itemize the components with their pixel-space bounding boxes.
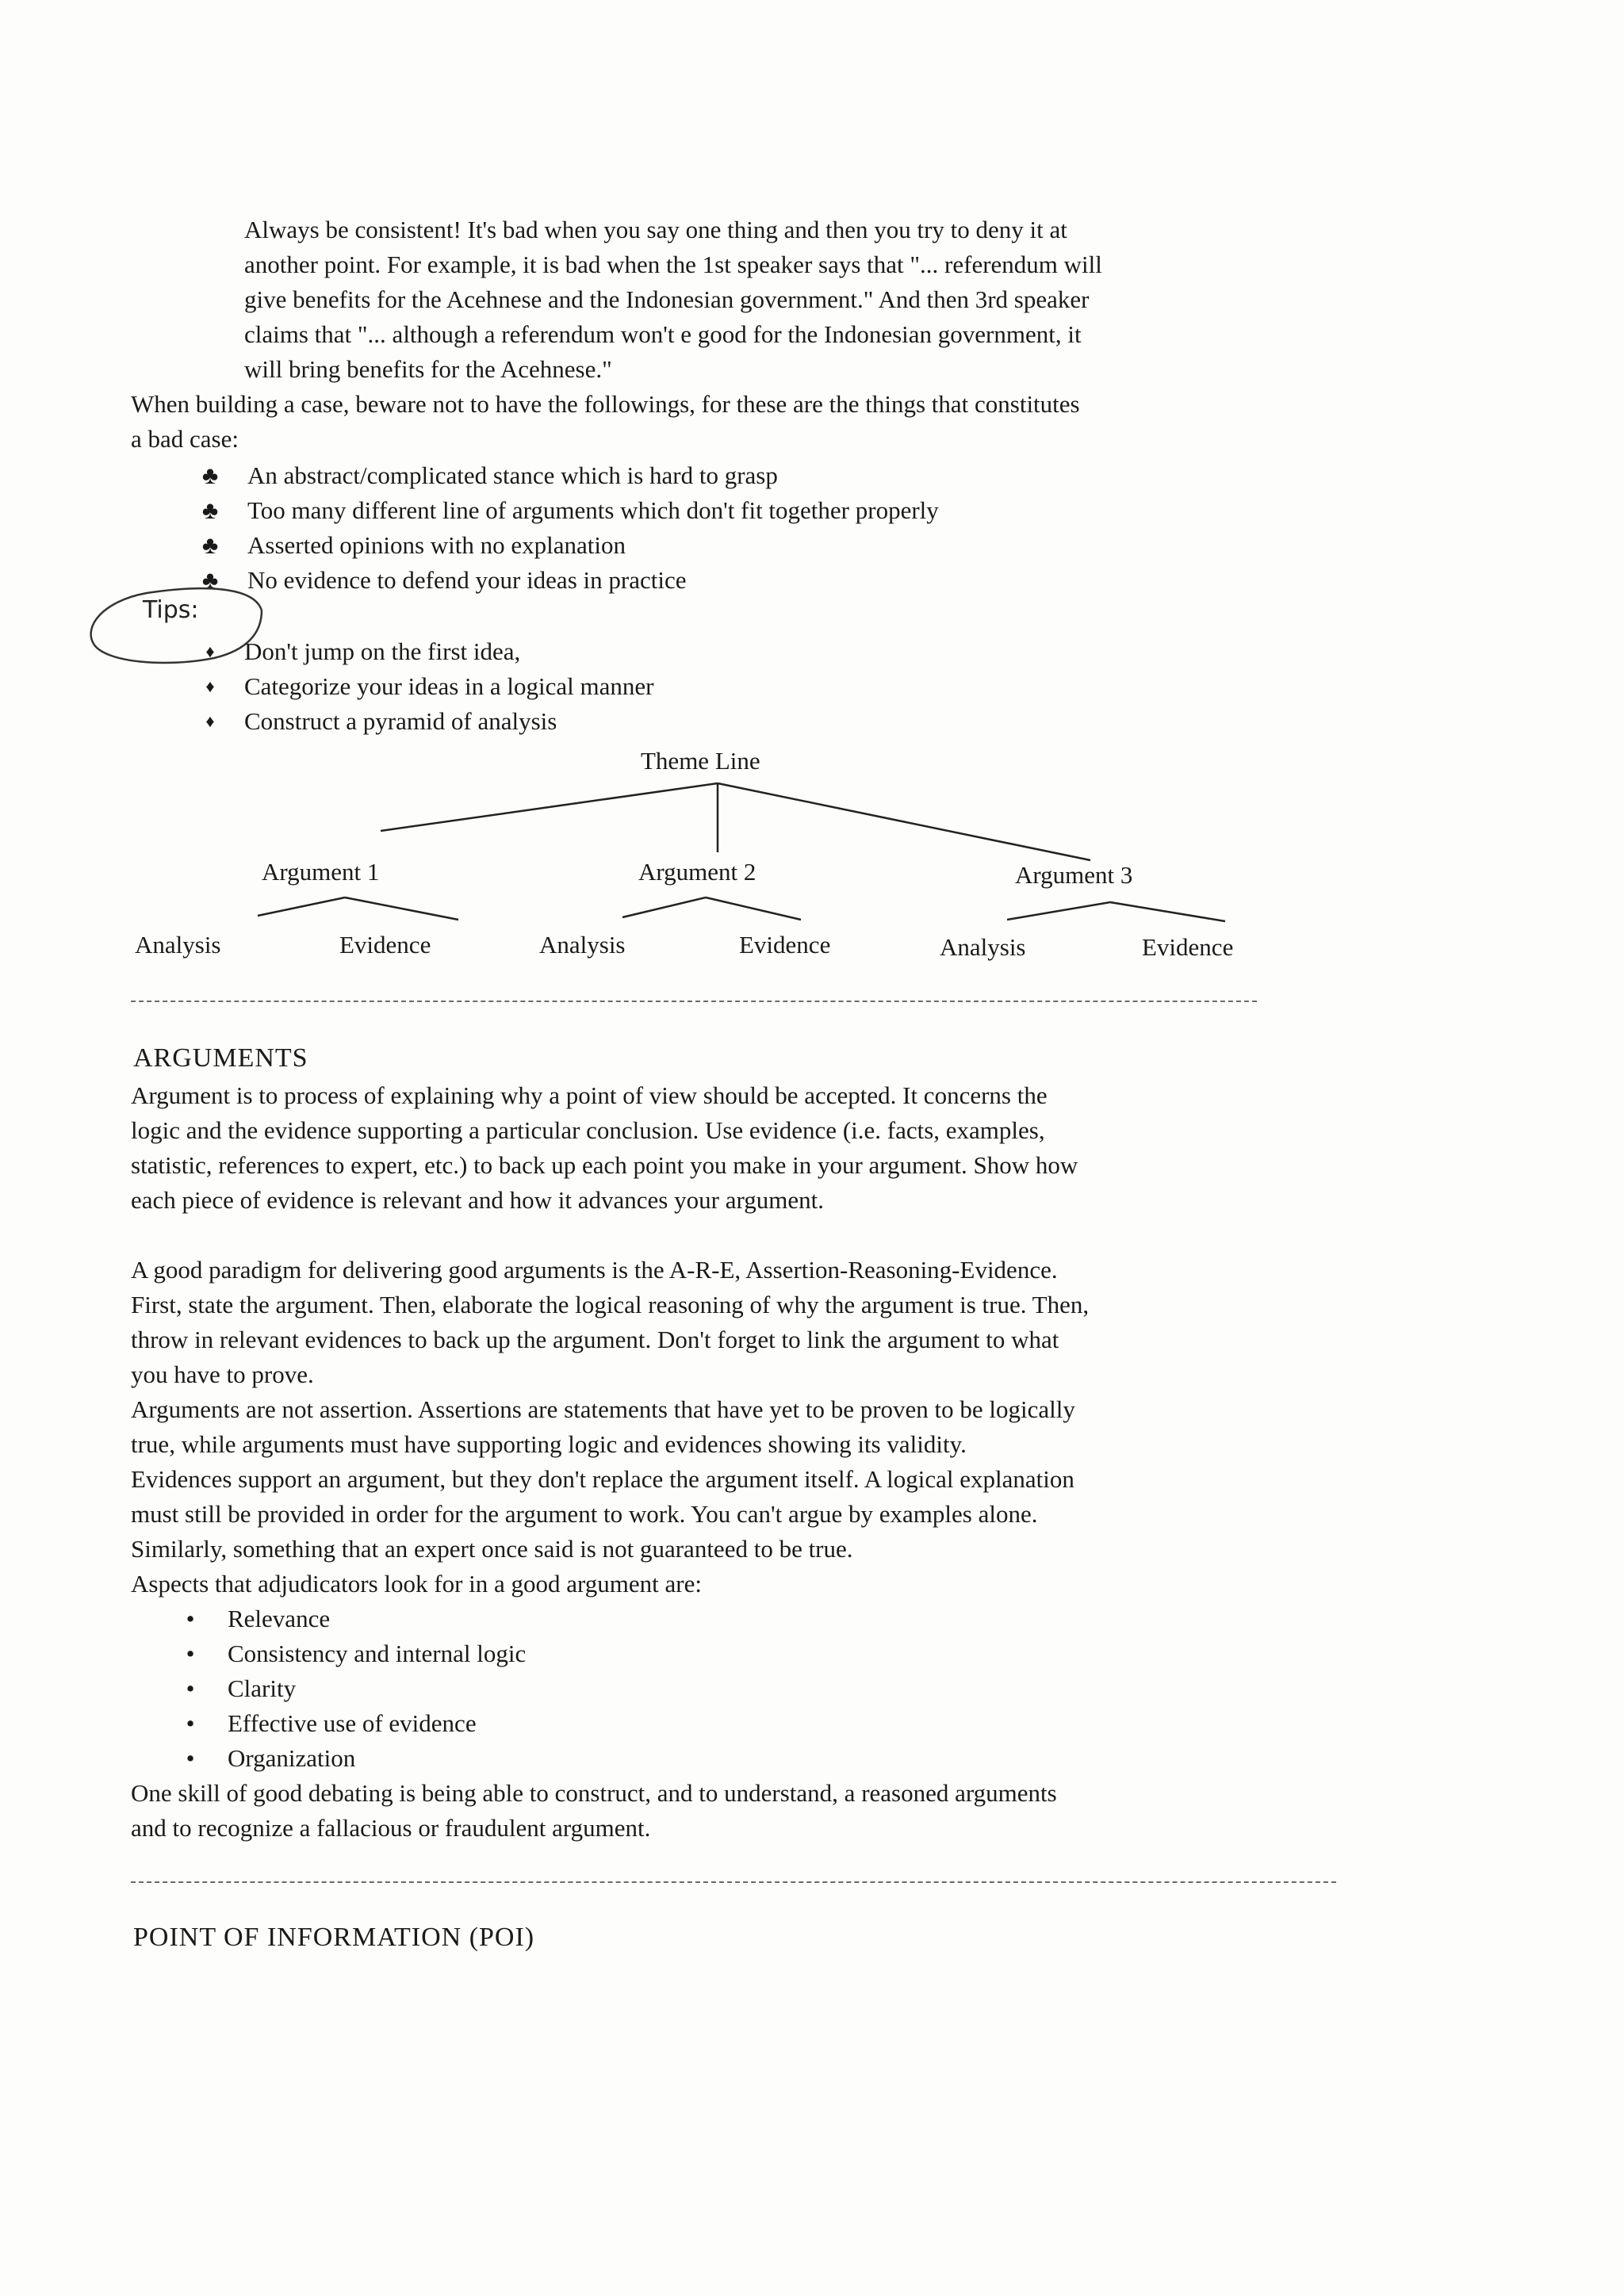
dot-bullet-icon: • [186, 1640, 195, 1667]
consistency-line: claims that "... although a referendum won't e good for the Indonesian government, it [244, 320, 1082, 348]
arguments-line: you have to prove. [131, 1360, 314, 1388]
club-bullet-icon: ♣ [201, 566, 219, 594]
tree-branch-line [345, 897, 458, 920]
dot-bullet-icon: • [186, 1605, 195, 1632]
club-bullet-icon: ♣ [201, 531, 219, 559]
diamond-bullet-icon: ♦ [205, 711, 215, 731]
tree-branch-line [718, 783, 1090, 860]
pyramid-argument-label: Argument 2 [638, 858, 756, 886]
dot-bullet-icon: • [186, 1709, 195, 1737]
arguments-closing [131, 1776, 1340, 1846]
club-bullet-icon: ♣ [201, 461, 219, 489]
list-item [178, 1741, 971, 1776]
aspect-item-text: Effective use of evidence [228, 1709, 477, 1737]
pyramid-child-label: Analysis [539, 931, 626, 959]
tree-branch-line [622, 897, 706, 917]
consistency-line: give benefits for the Acehnese and the Indonesian government." And then 3rd speaker [244, 285, 1090, 313]
bad-case-intro-line: a bad case: [131, 425, 239, 453]
arguments-line: statistic, references to expert, etc.) to back up each point you make in your argument. Show how [131, 1151, 1078, 1179]
arguments-line: A good paradigm for delivering good arguments is the A-R-E, Assertion-Reasoning-Evidence. [131, 1256, 1058, 1284]
pyramid-argument-label: Argument 1 [262, 858, 380, 886]
diamond-bullet-icon: ♦ [205, 641, 215, 661]
tree-branch-line [258, 897, 345, 916]
aspect-item-text: Clarity [228, 1674, 297, 1702]
arguments-heading: ARGUMENTS [133, 1043, 308, 1073]
bad-case-intro-line: When building a case, beware not to have the followings, for these are the things that constitutes [131, 390, 1080, 418]
bad-case-item-text: No evidence to defend your ideas in practice [247, 566, 687, 594]
arguments-line: One skill of good debating is being able to construct, and to understand, a reasoned arguments [131, 1779, 1057, 1807]
arguments-line: throw in relevant evidences to back up the argument. Don't forget to link the argument to what [131, 1326, 1059, 1353]
pyramid-argument-label: Argument 3 [1015, 861, 1133, 889]
list-item [178, 1636, 971, 1671]
arguments-line: Aspects that adjudicators look for in a good argument are: [131, 1570, 702, 1598]
tips-item-text: Don't jump on the first idea, [244, 637, 521, 665]
diamond-bullet-icon: ♦ [205, 676, 215, 696]
arguments-line: logic and the evidence supporting a particular conclusion. Use evidence (i.e. facts, examples, [131, 1116, 1045, 1144]
arguments-line: Argument is to process of explaining why a point of view should be accepted. It concerns the [131, 1081, 1048, 1109]
pyramid-child-label: Analysis [940, 933, 1026, 961]
tree-branch-line [1007, 902, 1110, 920]
arguments-paragraph-2 [131, 1253, 1340, 1601]
dot-bullet-icon: • [186, 1744, 195, 1772]
arguments-line: Arguments are not assertion. Assertions are statements that have yet to be proven to be logically [131, 1395, 1075, 1423]
poi-heading: POINT OF INFORMATION (POI) [133, 1923, 535, 1952]
tree-branch-line [381, 783, 718, 831]
tips-item-text: Construct a pyramid of analysis [244, 707, 557, 735]
aspect-item-text: Relevance [228, 1605, 331, 1632]
pyramid-child-label: Evidence [1142, 933, 1234, 961]
list-item [178, 1671, 971, 1706]
consistency-line: another point. For example, it is bad when the 1st speaker says that "... referendum will [244, 251, 1102, 278]
section-divider [131, 1881, 1336, 1883]
dot-bullet-icon: • [186, 1674, 195, 1702]
arguments-line: First, state the argument. Then, elaborate the logical reasoning of why the argument is true. Then, [131, 1291, 1090, 1318]
tips-handwritten-label: Tips: [143, 596, 199, 624]
arguments-line: Evidences support an argument, but they don't replace the argument itself. A logical explanation [131, 1465, 1074, 1493]
bad-case-item-text: Too many different line of arguments which don't fit together properly [247, 496, 939, 524]
bad-case-item-text: Asserted opinions with no explanation [247, 531, 626, 559]
pyramid-child-label: Evidence [739, 931, 831, 959]
list-item [178, 1706, 971, 1741]
pyramid-child-label: Analysis [135, 931, 221, 959]
arguments-line: each piece of evidence is relevant and how it advances your argument. [131, 1186, 824, 1214]
arguments-line: and to recognize a fallacious or fraudulent argument. [131, 1814, 651, 1842]
tree-branch-line [706, 897, 801, 920]
pyramid-root-label: Theme Line [641, 747, 760, 775]
aspect-item-text: Consistency and internal logic [228, 1640, 527, 1667]
list-item [178, 1601, 971, 1636]
arguments-line: must still be provided in order for the argument to work. You can't argue by examples alone. [131, 1500, 1038, 1528]
tree-branch-line [1110, 902, 1225, 921]
consistency-line: Always be consistent! It's bad when you say one thing and then you try to deny it at [244, 216, 1067, 243]
consistency-line: will bring benefits for the Acehnese." [244, 355, 612, 383]
section-divider [131, 1001, 1257, 1002]
arguments-line: true, while arguments must have supporting logic and evidences showing its validity. [131, 1430, 967, 1458]
bad-case-item-text: An abstract/complicated stance which is hard to grasp [247, 461, 778, 489]
aspect-item-text: Organization [228, 1744, 356, 1772]
arguments-line: Similarly, something that an expert once said is not guaranteed to be true. [131, 1535, 853, 1563]
tips-item-text: Categorize your ideas in a logical manner [244, 672, 654, 700]
aspects-list [178, 1601, 971, 1776]
pyramid-child-label: Evidence [339, 931, 431, 959]
arguments-paragraph-1 [131, 1078, 1340, 1218]
club-bullet-icon: ♣ [201, 496, 219, 524]
